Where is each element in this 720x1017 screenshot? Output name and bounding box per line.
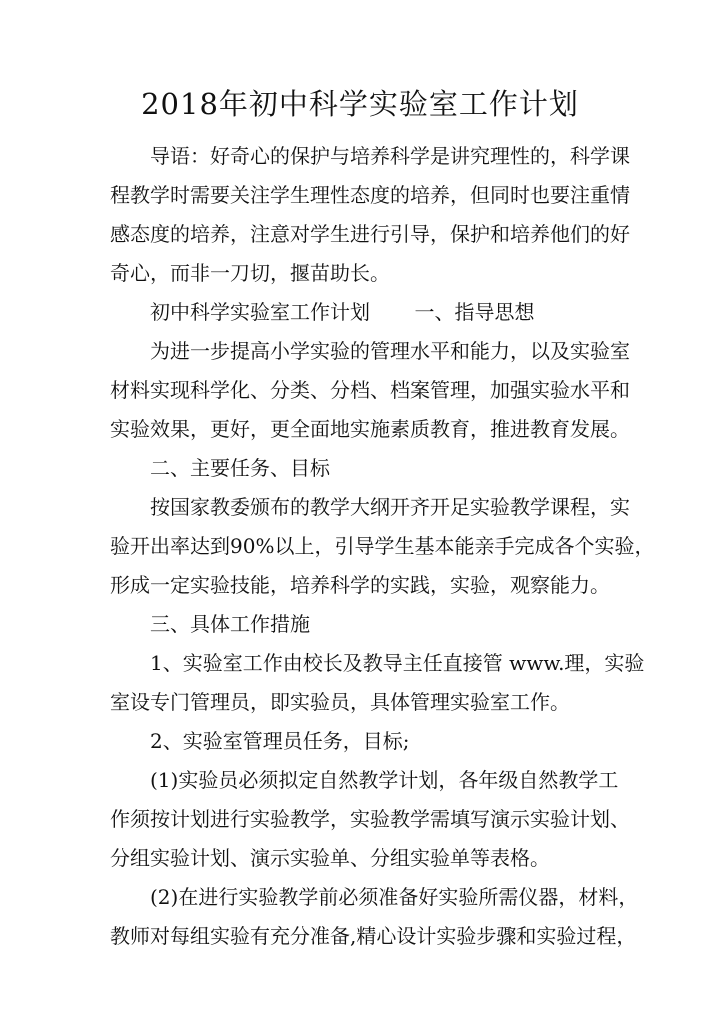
paragraph-line: 形成一定实验技能，培养科学的实践，实验，观察能力。 (110, 573, 610, 597)
paragraph-line: 按国家教委颁布的教学大纲开齐开足实验教学课程，实 (150, 495, 630, 519)
paragraph-line: 为进一步提高小学实验的管理水平和能力，以及实验室 (150, 339, 630, 363)
section-heading: 三、具体工作措施 (150, 612, 310, 636)
paragraph-line: 实验效果，更好，更全面地实施素质教育，推进教育发展。 (110, 417, 630, 441)
paragraph-line: 教师对每组实验有充分准备,精心设计实验步骤和实验过程， (110, 924, 637, 948)
paragraph-line: 感态度的培养，注意对学生进行引导，保护和培养他们的好 (110, 222, 630, 246)
paragraph-line: 初中科学实验室工作计划 一、指导思想 (150, 300, 535, 324)
section-heading: 二、主要任务、目标 (150, 456, 330, 480)
document-title: 2018年初中科学实验室工作计划 (141, 87, 579, 121)
paragraph-line: 材料实现科学化、分类、分档、档案管理，加强实验水平和 (110, 378, 630, 402)
paragraph-line: 2、实验室管理员任务，目标; (150, 729, 410, 753)
paragraph-line: 验开出率达到90%以上，引导学生基本能亲手完成各个实验， (110, 534, 655, 558)
paragraph-line: 导语：好奇心的保护与培养科学是讲究理性的，科学课 (150, 144, 630, 168)
paragraph-line: 室设专门管理员，即实验员，具体管理实验室工作。 (110, 690, 570, 714)
paragraph-line: 程教学时需要关注学生理性态度的培养，但同时也要注重情 (110, 183, 630, 207)
paragraph-line: (1)实验员必须拟定自然教学计划，各年级自然教学工 (150, 768, 619, 792)
paragraph-line: 奇心，而非一刀切，揠苗助长。 (110, 261, 390, 285)
paragraph-line: 1、实验室工作由校长及教导主任直接管 www.理，实验 (150, 651, 645, 675)
paragraph-line: 分组实验计划、演示实验单、分组实验单等表格。 (110, 846, 550, 870)
paragraph-line: 作须按计划进行实验教学，实验教学需填写演示实验计划、 (110, 807, 630, 831)
paragraph-line: (2)在进行实验教学前必须准备好实验所需仪器，材料， (150, 885, 639, 909)
